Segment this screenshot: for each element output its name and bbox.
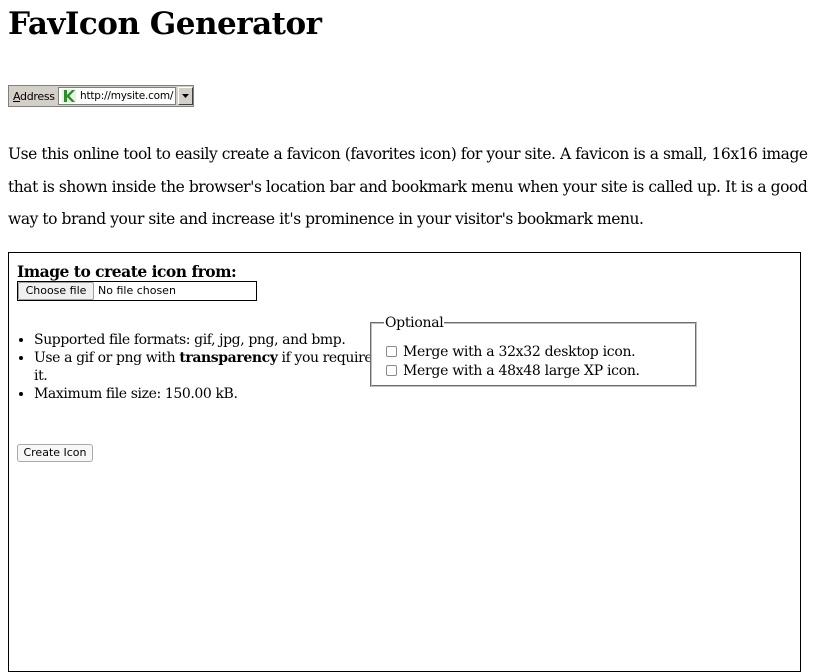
- address-label-rest: ddress: [20, 90, 55, 103]
- max-size-info: Maximum file size: 150.00 kB.: [34, 386, 238, 402]
- address-dropdown-button: [178, 87, 193, 105]
- address-label: [13, 90, 55, 103]
- chevron-down-icon: [182, 94, 189, 98]
- choose-file-button[interactable]: Choose file: [18, 282, 94, 300]
- merge-48-checkbox[interactable]: [386, 365, 397, 376]
- info-list: [17, 331, 384, 403]
- page-title: FavIcon Generator: [8, 6, 322, 42]
- transparency-suffix: if you require it.: [34, 350, 373, 384]
- optional-fieldset: [370, 315, 697, 387]
- favicon-form: [8, 252, 801, 672]
- merge-32-label: Merge with a 32x32 desktop icon.: [403, 344, 636, 360]
- image-label: Image to create icon from:: [17, 262, 237, 281]
- list-item: [34, 331, 384, 349]
- intro-text: Use this online tool to easily create a favicon (favorites icon) for your site. A favicon is a small, 16x16 image that is shown inside the browser's location bar and bookmark menu when your site is called up. It is a good way to brand your site and increase it's prominence in your visitor's bookmark menu.: [8, 145, 808, 228]
- file-status-text: No file chosen: [98, 284, 176, 297]
- merge-32-option[interactable]: [386, 344, 635, 360]
- address-bar-image: [8, 85, 194, 107]
- transparency-prefix: Use a gif or png with: [34, 350, 180, 366]
- merge-48-option[interactable]: [386, 363, 640, 379]
- address-label-accelerator: A: [13, 90, 21, 103]
- address-url: http://mysite.com/: [80, 90, 174, 102]
- merge-48-label: Merge with a 48x48 large XP icon.: [403, 363, 640, 379]
- transparency-bold: transparency: [179, 350, 278, 366]
- file-input[interactable]: [17, 281, 257, 301]
- merge-32-checkbox[interactable]: [386, 346, 397, 357]
- create-icon-button[interactable]: Create Icon: [17, 444, 93, 462]
- list-item: [34, 349, 384, 385]
- favicon-k-icon: [62, 89, 76, 103]
- address-field: [58, 87, 176, 105]
- list-item: [34, 385, 384, 403]
- format-info: Supported file formats: gif, jpg, png, and bmp.: [34, 332, 346, 348]
- optional-legend: Optional: [385, 315, 444, 331]
